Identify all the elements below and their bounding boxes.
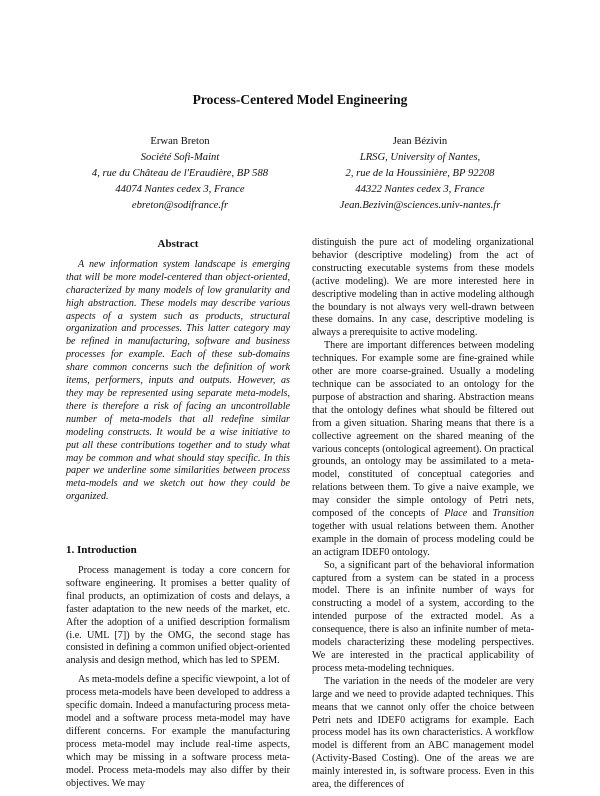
- intro-paragraph: Process management is today a core concern for software engineering. It promises a better quality of final products, an optimization of costs and delays, a faster adaptation to the new needs of the market, etc. After the adoption of a unified description formalism (i.e. UML [7]) by the OMG, the second stage has consisted in defining a common unified object-oriented analysis and design method, which has led to SPEM.: [66, 565, 290, 667]
- author-address: 4, rue du Château de l'Eraudière, BP 588: [91, 168, 269, 179]
- term-place: Place: [444, 508, 468, 520]
- term-transition: Transition: [492, 508, 534, 520]
- author-block-1: [60, 134, 300, 214]
- text-run: and: [467, 508, 493, 520]
- right-column: [312, 237, 534, 792]
- abstract-text: A new information system landscape is emerging that will be more model-centered than object-oriented, characterized by many models of low granularity and high abstraction. These models may describe various aspects of a system such as products, structural organization and processes. This latter category may be refined in manufacturing, software and business processes for example. Each of these sub-domains share common concerns such the definition of work items, performers, inputs and outputs. However, as they may be represented using separate meta-models, there is therefore a risk of facing an uncontrollable number of meta-models that all redefine similar modeling constructs. It would be a wise initiative to put all these contributions together and to study what may be common and what should stay specific. In this paper we underline some similarities between process meta-models and we sketch out how they could be organized.: [66, 258, 290, 503]
- author-affiliation: LRSG, University of Nantes,: [359, 152, 481, 163]
- author-affiliation: Société Sofi-Maint: [140, 152, 220, 163]
- author-city: 44074 Nantes cedex 3, France: [115, 184, 245, 195]
- author-block-2: [300, 134, 540, 214]
- body-paragraph: So, a significant part of the behavioral information captured from a system can be stated in a process model. There is an infinite number of ways for constructing a model of a system, according to the intended purpose of the extracted model. As a consequence, there is also an infinite number of meta-models characterizing these modeling perspectives. We are interested in the practical applicability of process meta-modeling techniques.: [312, 559, 534, 674]
- left-column: [66, 238, 290, 796]
- author-name: Jean Bézivin: [392, 136, 448, 147]
- body-paragraph: The variation in the needs of the modeler are very large and we need to provide adapted techniques. This means that we cannot only offer the choice between Petri nets and IDEF0 actigrams for example. Each process model has its own characteristics. A workflow model is different from an ABC management model (Activity-Based Costing). One of the areas we are mainly interested in, is software process. Even in this area, the differences of: [312, 675, 534, 791]
- body-paragraph: distinguish the pure act of modeling organizational behavior (descriptive modeling) from the act of constructing executable systems from these models (active modeling). We are more interested here in descriptive modeling than in active modeling although the boundary is not always very well-drawn between these domains. In any case, descriptive modeling is always a prerequisite to active modeling.: [312, 237, 534, 339]
- author-address: 2, rue de la Houssinière, BP 92208: [345, 168, 495, 179]
- author-email: Jean.Bezivin@sciences.univ-nantes.fr: [339, 200, 501, 211]
- paper-title: Process-Centered Model Engineering: [192, 92, 408, 107]
- body-paragraph: [312, 340, 534, 559]
- author-city: 44322 Nantes cedex 3, France: [355, 184, 485, 195]
- text-run: There are important differences between modeling techniques. For example some are fine-grained while other are more coarse-grained. Usually a modeling technique can be associated to an ontology for the purpose of abstraction and sharing. Abstraction means that the ontology defines what should be filtered out from a given situation. Sharing means that there is a collective agreement on the shared meaning of the various concepts (ontological agreement). On practical grounds, an ontology may be assimilated to a meta-model, constituted of conceptual categories and relations between them. To give a naive example, we may consider the simple ontology of Petri nets, composed of the concepts of: [312, 340, 534, 520]
- author-name: Erwan Breton: [150, 136, 210, 147]
- text-run: together with usual relations between them. Another example in the domain of process modeling could be an actigram IDEF0 ontology.: [312, 520, 534, 558]
- author-email: ebreton@sodifrance.fr: [131, 200, 229, 211]
- abstract-heading: Abstract: [157, 238, 199, 250]
- intro-paragraph: As meta-models define a specific viewpoint, a lot of process meta-models have been developed to address a specific domain. Indeed a manufacturing process meta-model and a software process meta-model may have different concerns. For example the manufacturing process meta-model may include real-time aspects, which may be missing in a software process meta-model. Process meta-models may also differ by their objectives. We may: [66, 674, 290, 789]
- section-heading-introduction: 1. Introduction: [66, 544, 137, 557]
